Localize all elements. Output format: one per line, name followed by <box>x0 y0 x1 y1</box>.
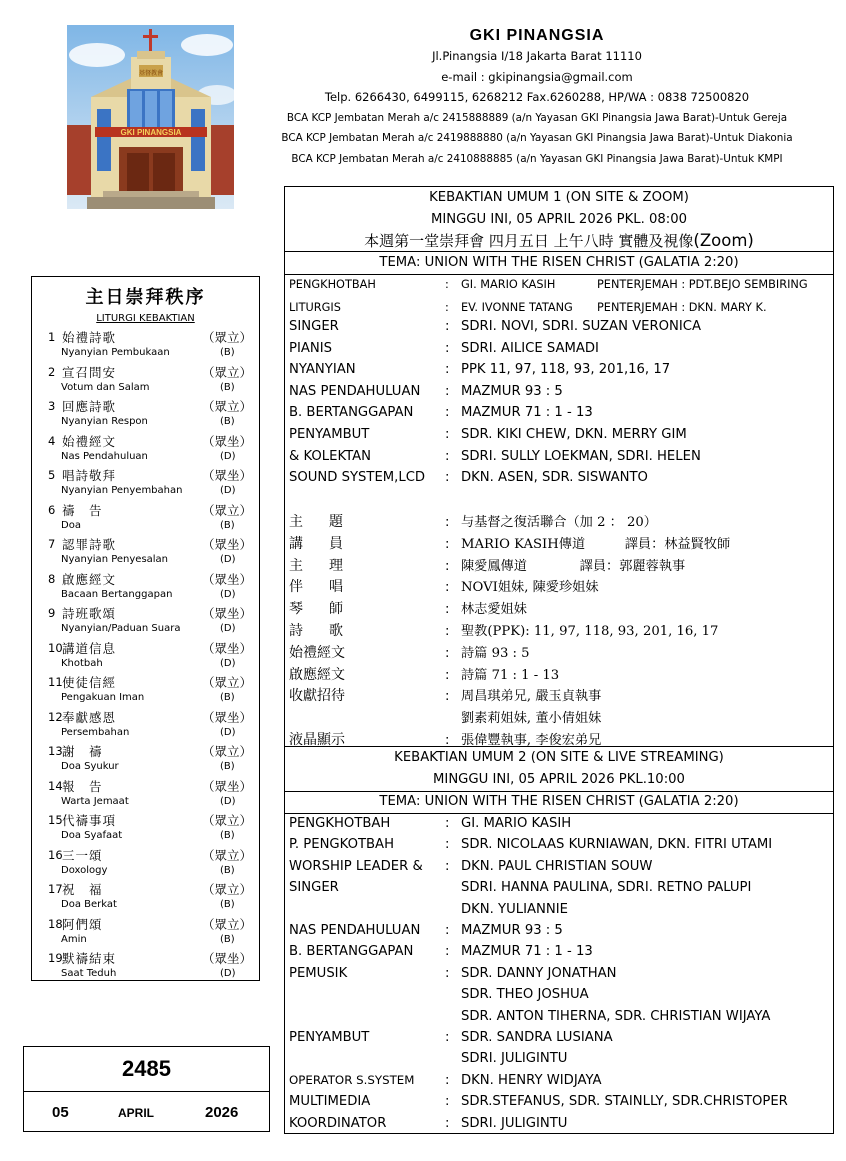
row-label: PIANIS <box>289 340 332 356</box>
item-chinese: 講道信息 <box>62 640 117 656</box>
item-indonesian: Votum dan Salam <box>61 381 150 393</box>
item-code: (D) <box>220 588 236 600</box>
item-code: (B) <box>220 416 235 427</box>
item-indonesian: Pengakuan Iman <box>61 692 145 703</box>
liturgy-item <box>32 534 259 569</box>
row-colon: : <box>445 340 450 356</box>
row-value: SDRI. AILICE SAMADI <box>461 340 599 356</box>
row-colon: : <box>445 1115 450 1131</box>
row-value: SDR. DANNY JONATHAN <box>461 965 617 981</box>
item-code: (B) <box>220 519 235 531</box>
item-indonesian: Nyanyian Penyembahan <box>61 485 183 496</box>
row-value: SDR.STEFANUS, SDR. STAINLLY, SDR.CHRISTOPER <box>461 1094 788 1110</box>
item-number: 9 <box>48 606 56 620</box>
row-colon: : <box>445 923 450 938</box>
item-chinese: 三一頌 <box>62 847 103 863</box>
liturgy-item <box>32 845 259 880</box>
row-label: LITURGIS <box>289 301 341 314</box>
liturgy-item <box>32 810 259 845</box>
item-code: (D) <box>220 554 236 565</box>
item-indonesian: Nyanyian Respon <box>61 416 148 427</box>
item-number: 5 <box>48 468 56 482</box>
item-indonesian: Bacaan Bertanggapan <box>61 588 173 600</box>
row-value: MAZMUR 71 : 1 - 13 <box>461 405 593 421</box>
liturgy-item <box>32 776 259 811</box>
row-value: 周昌琪弟兄, 嚴玉貞執事 <box>461 689 602 705</box>
row-value: SDR. THEO JOSHUA <box>461 987 589 1003</box>
item-chinese: 唱詩敬拜 <box>62 468 117 483</box>
liturgy-item <box>32 396 259 431</box>
bulletin-day: 05 <box>52 1104 69 1121</box>
item-posture: （眾立） <box>201 847 252 863</box>
item-posture: （眾坐） <box>201 951 252 966</box>
item-chinese: 祝 福 <box>62 882 103 897</box>
row-label: WORSHIP LEADER & <box>289 858 423 874</box>
row-label: SINGER <box>289 319 339 334</box>
item-code: (D) <box>220 623 236 634</box>
row-value: 林志愛姐妹 <box>461 602 527 618</box>
item-indonesian: Doa <box>61 519 81 531</box>
item-number: 10 <box>48 640 63 655</box>
item-posture: （眾立） <box>201 916 252 932</box>
item-indonesian: Amin <box>61 933 87 945</box>
row-label: SINGER <box>289 880 339 896</box>
translator-2: PENTERJEMAH : DKN. MARY K. <box>597 301 767 314</box>
liturgy-item <box>32 362 259 397</box>
bulletin-number: 2485 <box>24 1047 269 1092</box>
row-label: NYANYIAN <box>289 362 356 378</box>
item-number: 14 <box>48 778 63 793</box>
liturgy-item <box>32 638 259 673</box>
row-label: B. BERTANGGAPAN <box>289 944 414 960</box>
row-colon: : <box>445 816 450 831</box>
bank-account-2: BCA KCP Jembatan Merah a/c 2419888880 (a/n Yayasan GKI Pinangsia Jawa Barat)-Untuk Diakonia <box>281 132 793 144</box>
item-posture: （眾坐） <box>201 433 252 449</box>
row-colon: : <box>445 733 450 748</box>
liturgy-item <box>32 948 259 983</box>
row-label: PENYAMBUT <box>289 427 370 442</box>
row-colon: : <box>445 602 450 618</box>
row-value: SDRI. JULIGINTU <box>461 1051 568 1067</box>
bulletin-date-box <box>23 1046 270 1132</box>
row-colon: : <box>445 427 450 442</box>
item-code: (B) <box>220 692 235 703</box>
item-chinese: 使徒信經 <box>62 675 117 690</box>
row-value: GI. MARIO KASIH <box>461 278 556 291</box>
row-colon: : <box>445 301 449 314</box>
row-value: 詩篇 71 : 1 - 13 <box>461 667 560 683</box>
item-indonesian: Doa Syukur <box>61 761 119 772</box>
row-value: MAZMUR 93 : 5 <box>461 923 563 938</box>
row-label: 講員 <box>289 535 369 552</box>
bulletin-date <box>24 1092 269 1132</box>
row-label: NAS PENDAHULUAN <box>289 923 421 938</box>
item-number: 4 <box>48 433 56 448</box>
item-number: 16 <box>48 847 63 862</box>
service1-date: MINGGU INI, 05 APRIL 2026 PKL. 08:00 <box>430 212 688 227</box>
service1-chinese-text: 本週第一堂崇拜會 四月五日 上午八時 實體及視像 <box>364 232 694 250</box>
church-address: Jl.Pinangsia I/18 Jakarta Barat 11110 <box>432 49 642 63</box>
item-code: (B) <box>220 899 235 910</box>
row-value: SDRI. NOVI, SDRI. SUZAN VERONICA <box>461 319 702 334</box>
church-name: GKI PINANGSIA <box>469 27 605 44</box>
item-chinese: 認罪詩歌 <box>62 537 117 552</box>
item-posture: （眾立） <box>201 364 252 380</box>
row-colon: : <box>445 965 450 981</box>
item-number: 18 <box>48 916 63 931</box>
item-code: (B) <box>220 830 235 841</box>
item-chinese: 宣召問安 <box>62 364 117 380</box>
liturgy-item <box>32 603 259 638</box>
row-label: MULTIMEDIA <box>289 1094 371 1110</box>
liturgy-item <box>32 465 259 500</box>
item-indonesian: Doa Syafaat <box>61 830 123 841</box>
item-chinese: 禱 告 <box>62 502 103 518</box>
item-chinese: 始禮詩歌 <box>62 330 117 345</box>
item-chinese: 謝 禱 <box>62 744 103 759</box>
row-value: DKN. ASEN, SDR. SISWANTO <box>461 470 648 486</box>
item-number: 17 <box>48 882 63 896</box>
row-label: 始禮經文 <box>289 644 345 661</box>
row-value: SDRI. HANNA PAULINA, SDRI. RETNO PALUPI <box>461 880 752 896</box>
row-label: 啟應經文 <box>289 666 345 683</box>
row-colon: : <box>445 667 450 683</box>
item-posture: （眾坐） <box>201 640 252 656</box>
row-value: 詩篇 93 : 5 <box>461 645 530 661</box>
service1-zoom-label: (Zoom) <box>693 231 754 250</box>
row-colon: : <box>445 278 449 291</box>
item-posture: （眾立） <box>201 675 252 690</box>
liturgy-item <box>32 431 259 466</box>
row-colon: : <box>445 1094 450 1110</box>
row-label: P. PENGKOTBAH <box>289 837 394 853</box>
row-label: 收獻招待 <box>289 688 345 705</box>
item-code: (B) <box>220 761 235 772</box>
bank-account-3: BCA KCP Jembatan Merah a/c 2410888885 (a/n Yayasan GKI Pinangsia Jawa Barat)-Untuk KMPI <box>291 152 783 165</box>
row-colon: : <box>445 580 450 596</box>
row-colon: : <box>445 1030 450 1045</box>
row-colon: : <box>445 405 450 421</box>
row-label: 液晶顯示 <box>289 732 345 748</box>
item-number: 12 <box>48 709 63 724</box>
church-phone: Telp. 6266430, 6499115, 6268212 Fax.6260288, HP/WA : 0838 72500820 <box>324 90 750 104</box>
row-value: PPK 11, 97, 118, 93, 201,16, 17 <box>461 362 671 378</box>
liturgy-item <box>32 327 259 362</box>
row-value: SDRI. SULLY LOEKMAN, SDRI. HELEN <box>461 448 701 464</box>
item-code: (D) <box>220 726 236 738</box>
row-label: PENGKHOTBAH <box>289 278 376 291</box>
row-value: 陳愛鳳傳道 譯員：郭麗蓉執事 <box>461 558 686 574</box>
item-number: 3 <box>48 399 56 413</box>
liturgy-item <box>32 500 259 535</box>
row-colon: : <box>445 319 450 334</box>
liturgy-list <box>32 327 259 983</box>
row-colon: : <box>445 944 450 960</box>
item-number: 2 <box>48 364 56 379</box>
liturgy-item <box>32 672 259 707</box>
row-colon: : <box>445 837 450 853</box>
row-colon: : <box>445 645 450 661</box>
item-chinese: 始禮經文 <box>62 433 117 449</box>
row-value: MAZMUR 93 : 5 <box>461 383 563 399</box>
item-chinese: 啟應經文 <box>62 571 117 587</box>
item-indonesian: Nas Pendahuluan <box>61 450 148 462</box>
row-label: PEMUSIK <box>289 965 348 981</box>
item-posture: （眾立） <box>201 330 252 345</box>
liturgy-item <box>32 741 259 776</box>
item-chinese: 阿們頌 <box>62 916 103 932</box>
row-value: MARIO KASIH傳道 譯員：林益賢牧師 <box>461 536 731 552</box>
row-label: PENYAMBUT <box>289 1030 370 1045</box>
item-indonesian: Doxology <box>61 864 108 876</box>
row-value: DKN. YULIANNIE <box>461 901 568 917</box>
item-indonesian: Nyanyian/Paduan Suara <box>61 623 181 634</box>
row-value: DKN. PAUL CHRISTIAN SOUW <box>461 858 653 874</box>
item-number: 13 <box>48 744 63 758</box>
item-indonesian: Khotbah <box>61 657 103 669</box>
item-posture: （眾坐） <box>201 778 252 794</box>
liturgy-order-box <box>31 276 260 981</box>
service1-chinese-title <box>285 231 833 251</box>
row-value: NOVI姐妹, 陳愛珍姐妹 <box>461 580 599 596</box>
service1-theme: TEMA: UNION WITH THE RISEN CHRIST (GALATIA 2:20) <box>285 252 833 275</box>
item-posture: （眾立） <box>201 744 252 759</box>
liturgy-item <box>32 879 259 914</box>
item-chinese: 奉獻感恩 <box>62 709 117 725</box>
item-posture: （眾坐） <box>201 468 252 483</box>
item-indonesian: Saat Teduh <box>61 968 117 979</box>
item-indonesian: Doa Berkat <box>61 899 117 910</box>
row-colon: : <box>445 515 450 530</box>
item-chinese: 回應詩歌 <box>62 399 117 414</box>
item-code: (D) <box>220 657 236 669</box>
item-posture: （眾立） <box>201 502 252 518</box>
row-label: KOORDINATOR <box>289 1115 387 1131</box>
row-label: PENGKHOTBAH <box>289 816 391 831</box>
bulletin-month: APRIL <box>118 1106 154 1120</box>
bank-account-1: BCA KCP Jembatan Merah a/c 2415888889 (a/n Yayasan GKI Pinangsia Jawa Barat)-Untuk Gereja <box>286 111 788 124</box>
row-label: B. BERTANGGAPAN <box>289 405 414 421</box>
item-posture: （眾坐） <box>201 709 252 725</box>
church-photo <box>67 25 234 209</box>
row-value: 劉素莉姐妹, 董小倩姐妹 <box>461 711 602 727</box>
item-code: (D) <box>220 795 236 807</box>
item-number: 1 <box>48 330 56 344</box>
liturgy-item <box>32 914 259 949</box>
row-colon: : <box>445 362 450 378</box>
row-colon: : <box>445 1072 450 1088</box>
item-posture: （眾立） <box>201 399 252 414</box>
row-value: GI. MARIO KASIH <box>461 816 572 831</box>
item-code: (D) <box>220 485 236 496</box>
row-value: DKN. HENRY WIDJAYA <box>461 1072 602 1088</box>
photo-sign: GKI PINANGSIA <box>120 128 182 137</box>
item-chinese: 默禱結束 <box>62 951 117 966</box>
row-colon: : <box>445 858 450 874</box>
item-number: 11 <box>48 675 63 689</box>
service2-date: MINGGU INI, 05 APRIL 2026 PKL.10:00 <box>433 772 685 787</box>
row-colon: : <box>445 624 450 639</box>
liturgy-subtitle: LITURGI KEBAKTIAN <box>96 313 195 324</box>
item-number: 8 <box>48 571 56 586</box>
item-posture: （眾立） <box>201 813 252 828</box>
item-number: 6 <box>48 502 56 517</box>
item-posture: （眾坐） <box>201 606 252 621</box>
item-code: (D) <box>220 450 236 462</box>
row-label: 詩歌 <box>289 623 369 639</box>
row-label: 主題 <box>289 514 369 530</box>
church-email: e-mail : gkipinangsia@gmail.com <box>441 69 633 84</box>
item-number: 15 <box>48 813 63 827</box>
row-value: SDR. SANDRA LUSIANA <box>461 1030 613 1045</box>
row-label: OPERATOR S.SYSTEM <box>289 1072 415 1087</box>
item-chinese: 報 告 <box>62 778 103 794</box>
service2-title: KEBAKTIAN UMUM 2 (ON SITE & LIVE STREAMING) <box>394 750 724 765</box>
row-colon: : <box>445 558 450 574</box>
row-value: 聖教(PPK): 11, 97, 118, 93, 201, 16, 17 <box>461 624 719 639</box>
photo-chinese-sign: 基督教會 <box>138 70 164 77</box>
item-chinese: 代禱事項 <box>62 813 117 828</box>
service2-header <box>285 746 833 792</box>
row-value: SDR. NICOLAAS KURNIAWAN, DKN. FITRI UTAMI <box>461 837 773 853</box>
liturgy-item <box>32 707 259 742</box>
row-value: MAZMUR 71 : 1 - 13 <box>461 944 593 960</box>
item-posture: （眾坐） <box>201 537 252 552</box>
item-chinese: 詩班歌頌 <box>62 606 117 621</box>
item-indonesian: Nyanyian Pembukaan <box>61 347 170 358</box>
item-code: (B) <box>220 864 235 876</box>
item-code: (B) <box>220 381 235 393</box>
item-number: 7 <box>48 537 56 551</box>
translator-1: PENTERJEMAH : PDT.BEJO SEMBIRING <box>597 278 808 291</box>
row-colon: : <box>445 448 450 464</box>
row-value: SDRI. JULIGINTU <box>461 1115 568 1131</box>
row-label: 琴師 <box>289 601 369 618</box>
item-code: (B) <box>220 933 235 945</box>
row-label: & KOLEKTAN <box>289 448 372 464</box>
service2-theme: TEMA: UNION WITH THE RISEN CHRIST (GALATIA 2:20) <box>285 791 833 814</box>
row-value: EV. IVONNE TATANG <box>461 301 573 314</box>
row-label: 伴唱 <box>289 579 369 596</box>
row-label: 主理 <box>289 557 369 574</box>
item-code: (B) <box>220 347 235 358</box>
service-schedule-box <box>284 186 834 1134</box>
item-indonesian: Persembahan <box>61 726 130 738</box>
item-indonesian: Warta Jemaat <box>61 795 129 807</box>
row-colon: : <box>445 383 450 399</box>
item-code: (D) <box>220 968 236 979</box>
item-posture: （眾立） <box>201 882 252 897</box>
row-value: 与基督之復活聯合（加 2 ： 20） <box>461 515 657 530</box>
bulletin-year: 2026 <box>205 1104 239 1121</box>
item-number: 19 <box>48 951 63 965</box>
row-colon: : <box>445 536 450 552</box>
item-indonesian: Nyanyian Penyesalan <box>61 554 169 565</box>
service1-header <box>285 187 833 252</box>
liturgy-item <box>32 569 259 604</box>
row-label: SOUND SYSTEM,LCD <box>289 470 426 486</box>
row-colon: : <box>445 689 450 705</box>
church-header <box>236 26 838 169</box>
service1-title: KEBAKTIAN UMUM 1 (ON SITE & ZOOM) <box>429 190 689 205</box>
liturgy-title: 主日崇拜秩序 <box>85 287 206 308</box>
row-value: SDR. KIKI CHEW, DKN. MERRY GIM <box>461 427 687 442</box>
row-colon: : <box>445 470 450 486</box>
item-posture: （眾坐） <box>201 571 252 587</box>
row-label: NAS PENDAHULUAN <box>289 383 421 399</box>
row-value: 張偉豐執事, 李俊宏弟兄 <box>461 733 602 748</box>
row-value: SDR. ANTON TIHERNA, SDR. CHRISTIAN WIJAYA <box>461 1008 771 1024</box>
